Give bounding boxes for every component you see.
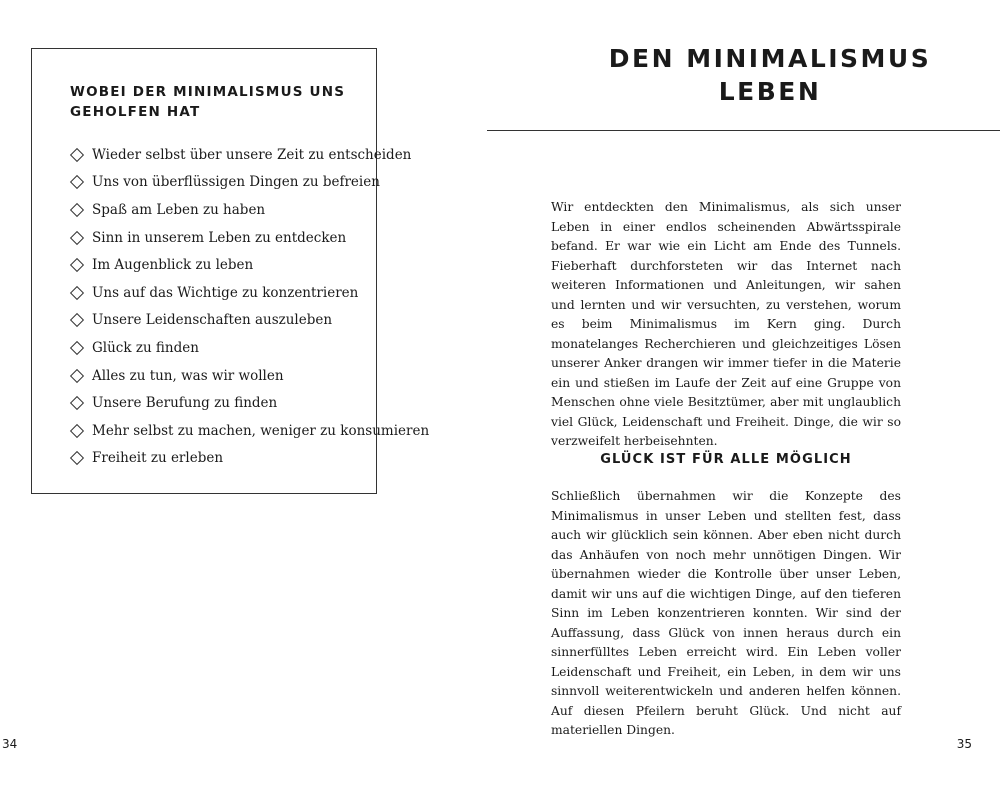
diamond-bullet-icon bbox=[70, 396, 84, 410]
list-item-text: Unsere Berufung zu finden bbox=[92, 395, 278, 412]
chapter-title: DEN MINIMALISMUS LEBEN bbox=[608, 44, 932, 106]
list-item-text: Uns von überflüssigen Dingen zu befreien bbox=[92, 174, 380, 191]
list-item bbox=[70, 334, 429, 362]
list-item bbox=[70, 169, 429, 197]
list-item bbox=[70, 224, 429, 252]
diamond-bullet-icon bbox=[70, 286, 84, 300]
list-item-text: Spaß am Leben zu haben bbox=[92, 201, 266, 218]
diamond-bullet-icon bbox=[70, 231, 84, 245]
list-item bbox=[70, 196, 429, 224]
list-item-text: Mehr selbst zu machen, weniger zu konsumieren bbox=[92, 422, 430, 439]
diamond-bullet-icon bbox=[70, 451, 84, 465]
list-item-text: Alles zu tun, was wir wollen bbox=[92, 367, 284, 384]
body-paragraph-1: Wir entdeckten den Minimalismus, als sich unser Leben in einer endlos scheinenden Abwärtsspirale befand. Er war wie ein Licht am Ende des Tunnels. Fieberhaft durchforsteten wir das Internet nach weiteren Informationen und Anleitungen, wir sahen und lernten und wir versuchten, zu verstehen, worum es beim Minimalismus im Kern ging. Durch monatelanges Recherchieren und gleichzeitiges Lösen unserer Anker drangen wir immer tiefer in die Materie ein und stießen im Laufe der Zeit auf eine Gruppe von Menschen ohne viele Besitztümer, aber mit unglaublich viel Glück, Leidenschaft und Freiheit. Dinge, die wir so verzweifelt herbeisehnten. bbox=[551, 200, 901, 448]
diamond-bullet-icon bbox=[70, 203, 84, 217]
body-paragraph-2: Schließlich übernahmen wir die Konzepte des Minimalismus in unser Leben und stellten fest, dass auch wir glücklich sein können. Aber eben nicht durch das Anhäufen von noch mehr unnötigen Dingen. Wir übernahmen wieder die Kontrolle über unser Leben, damit wir uns auf die wichtigen Dinge, auf den tieferen Sinn im Leben konzentrieren konnten. Wir sind der Auffassung, dass Glück von innen heraus durch ein sinnerfülltes Leben erreicht wird. Ein Leben voller Leidenschaft und Freiheit, ein Leben, in dem wir uns sinnvoll weiterentwickeln und anderen helfen können. Auf diesen Pfeilern beruht Glück. Und nicht auf materiellen Dingen. bbox=[551, 489, 901, 737]
diamond-bullet-icon bbox=[70, 341, 84, 355]
list-item bbox=[70, 251, 429, 279]
list-item bbox=[70, 362, 429, 390]
list-item bbox=[70, 307, 429, 335]
diamond-bullet-icon bbox=[70, 258, 84, 272]
list-item-text: Unsere Leidenschaften auszuleben bbox=[92, 312, 333, 329]
list-item bbox=[70, 445, 429, 473]
benefit-list bbox=[70, 141, 429, 472]
list-item bbox=[70, 417, 429, 445]
list-item-text: Wieder selbst über unsere Zeit zu entscheiden bbox=[92, 146, 412, 163]
page-number-left: 34 bbox=[2, 737, 18, 751]
title-divider bbox=[487, 130, 1000, 131]
list-item bbox=[70, 141, 429, 169]
list-item-text: Sinn in unserem Leben zu entdecken bbox=[92, 229, 347, 246]
list-item bbox=[70, 389, 429, 417]
section-heading: GLÜCK IST FÜR ALLE MÖGLICH bbox=[600, 452, 852, 467]
list-item-text: Uns auf das Wichtige zu konzentrieren bbox=[92, 284, 359, 301]
list-item-text: Glück zu finden bbox=[92, 339, 199, 356]
diamond-bullet-icon bbox=[70, 424, 84, 438]
list-item bbox=[70, 279, 429, 307]
diamond-bullet-icon bbox=[70, 175, 84, 189]
list-item-text: Im Augenblick zu leben bbox=[92, 257, 254, 274]
diamond-bullet-icon bbox=[70, 148, 84, 162]
diamond-bullet-icon bbox=[70, 313, 84, 327]
page-number-right: 35 bbox=[956, 737, 972, 751]
box-title: WOBEI DER MINIMALISMUS UNS GEHOLFEN HAT bbox=[70, 84, 346, 120]
right-page bbox=[500, 0, 1000, 800]
list-item-text: Freiheit zu erleben bbox=[92, 450, 224, 467]
diamond-bullet-icon bbox=[70, 368, 84, 382]
info-box bbox=[31, 48, 430, 494]
